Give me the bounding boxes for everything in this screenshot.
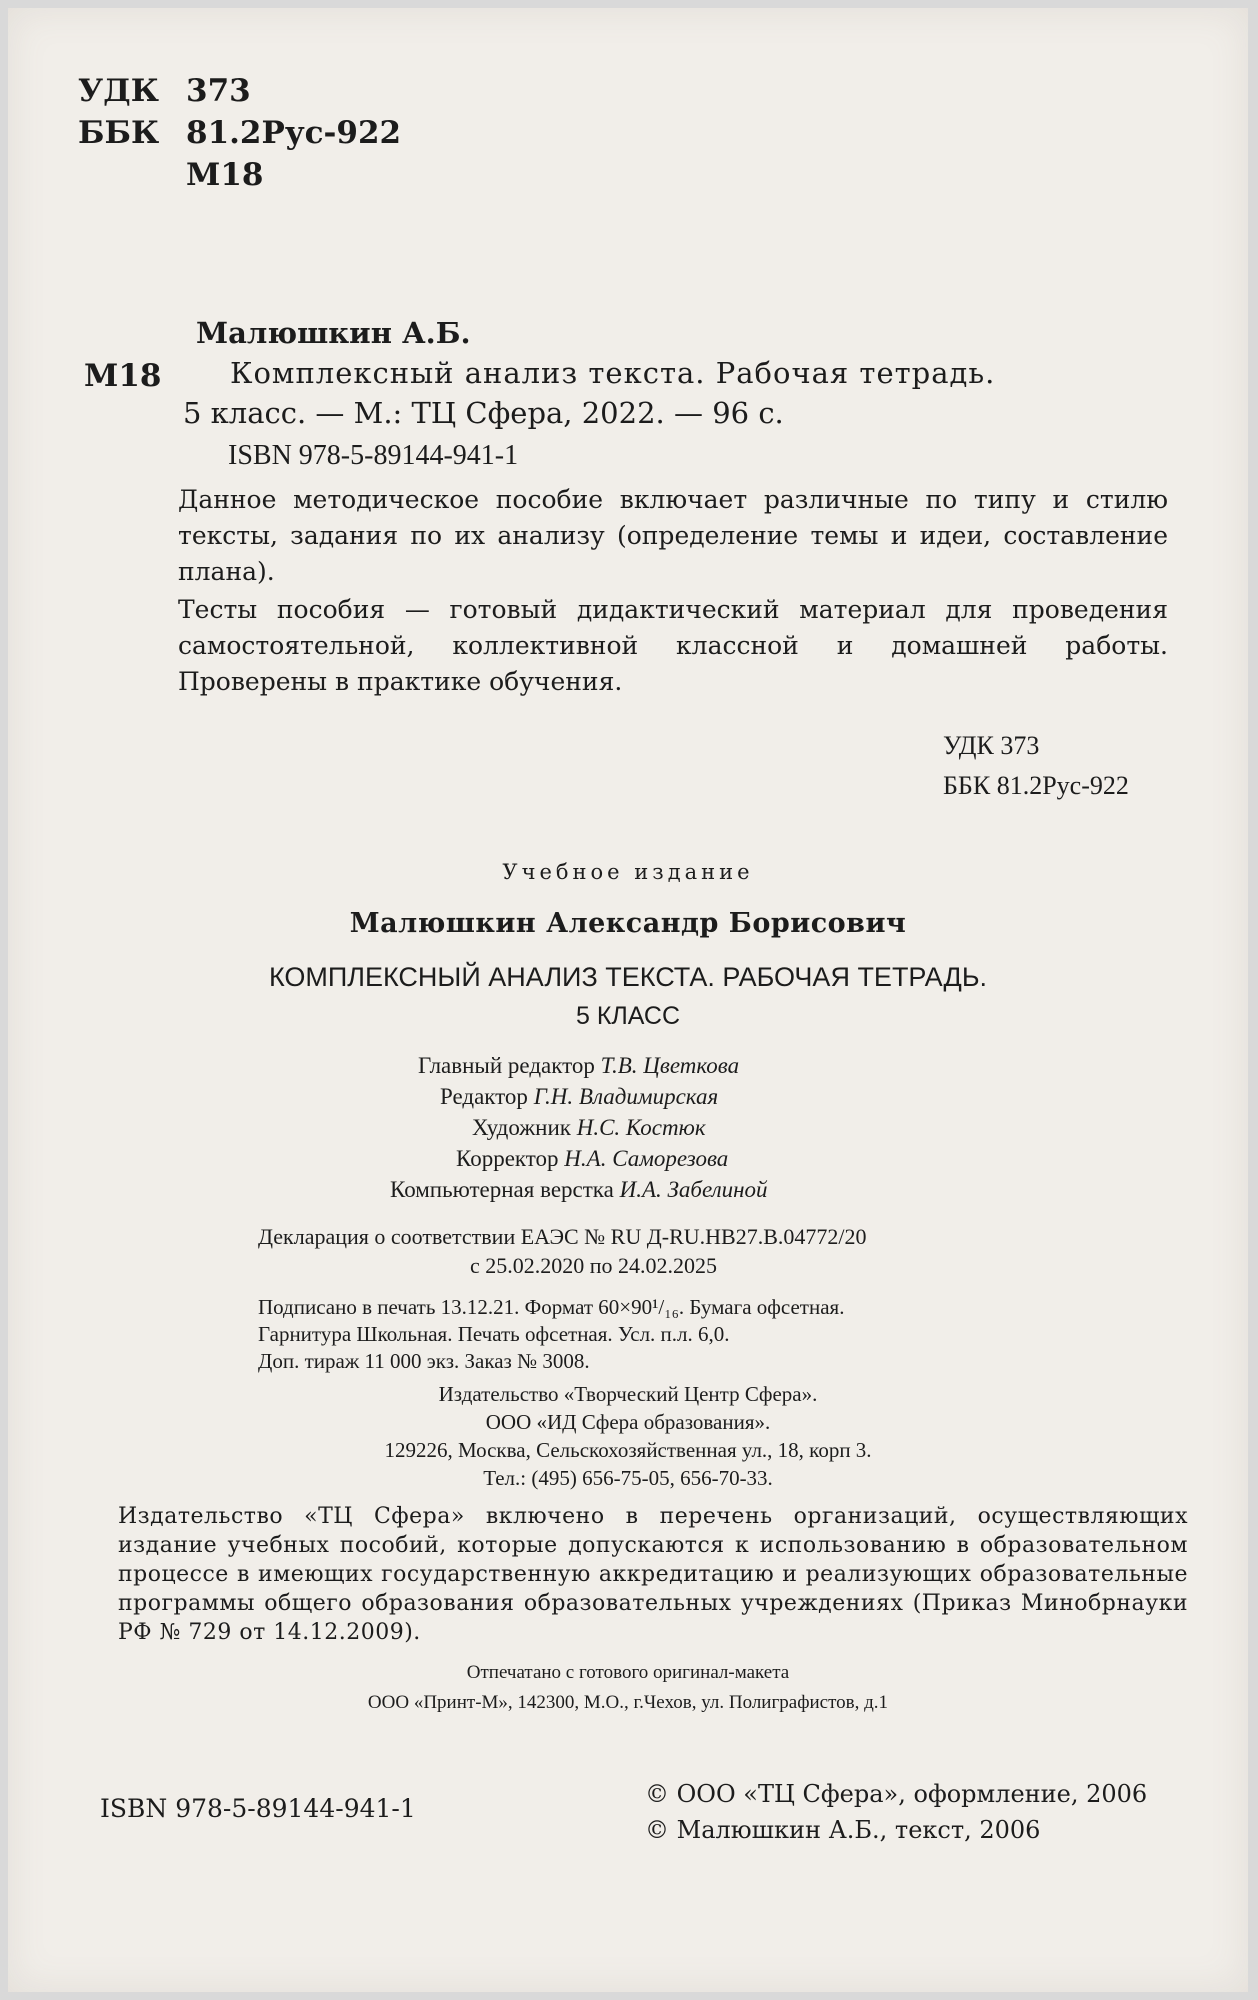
isbn-bottom: ISBN 978-5-89144-941-1 [100,1794,416,1823]
isbn-top: ISBN 978-5-89144-941-1 [228,440,519,471]
annotation-paragraph-2: Тесты пособия — готовый дидактический материал для проведения самостоятельной, коллективной классной и домашней работы. Проверены в практике обучения. [178,595,1168,696]
staff-name: И.А. Забелиной [619,1177,768,1202]
print-details [258,1294,844,1375]
udk-right: УДК 373 [943,731,1040,760]
staff-name: Т.В. Цветкова [600,1053,740,1078]
staff-role: Художник [472,1115,571,1140]
bbk-label: ББК [78,115,160,151]
bbk-right: ББК 81.2Рус-922 [943,771,1129,800]
staff-name: Г.Н. Владимирская [533,1084,719,1109]
publisher-info [8,1380,1248,1492]
staff-role: Корректор [456,1146,559,1171]
author-short: Малюшкин А.Б. [196,316,471,350]
declaration-line: Декларация о соответствии ЕАЭС № RU Д-RU.НВ27.В.04772/20 [258,1224,867,1249]
book-title-line: Комплексный анализ текста. Рабочая тетрадь. [230,356,996,390]
publisher-phone: Тел.: (495) 656-75-05, 656-70-33. [483,1466,773,1490]
classification-right [943,726,1129,806]
staff-row [418,1050,739,1081]
publisher-line: Издательство «Творческий Центр Сфера». [438,1382,818,1406]
staff-row [390,1174,768,1205]
author-full-name: Малюшкин Александр Борисович [349,908,907,939]
staff-role: Компьютерная верстка [390,1177,614,1202]
print-line: Доп. тираж 11 000 экз. Заказ № 3008. [258,1349,590,1373]
copyright-design: © ООО «ТЦ Сфера», оформление, 2006 [645,1780,1148,1808]
staff-row [440,1081,718,1112]
staff-role: Главный редактор [418,1053,595,1078]
edition-type: Учебное издание [502,860,754,884]
grade-caps: 5 КЛАСС [575,1002,681,1030]
staff-row [456,1143,728,1174]
printed-from: Отпечатано с готового оригинал-макета [466,1662,790,1683]
printer-address: ООО «Принт-М», 142300, М.О., г.Чехов, ул. Полиграфистов, д.1 [367,1692,889,1713]
publisher-address: 129226, Москва, Сельскохозяйственная ул., 18, корп 3. [384,1438,872,1462]
classification-codes [78,70,401,196]
declaration-dates: с 25.02.2020 по 24.02.2025 [470,1253,718,1278]
staff-role: Редактор [440,1084,528,1109]
udk-label: УДК [78,73,159,109]
copyright-text: © Малюшкин А.Б., текст, 2006 [645,1816,1041,1844]
udk-value: 373 [186,73,251,109]
imprint-page [8,8,1248,1992]
publication-line: 5 класс. — М.: ТЦ Сфера, 2022. — 96 с. [183,396,784,430]
staff-name: Н.С. Костюк [576,1115,706,1140]
staff-name: Н.А. Саморезова [564,1146,729,1171]
title-caps: КОМПЛЕКСНЫЙ АНАЛИЗ ТЕКСТА. РАБОЧАЯ ТЕТРАДЬ. [268,962,988,992]
print-line: Гарнитура Школьная. Печать офсетная. Усл. п.л. 6,0. [258,1322,730,1346]
legal-note: Издательство «ТЦ Сфера» включено в перечень организаций, осуществляющих издание учебных пособий, которые допускаются к использованию в образовательном процессе в имеющих государственную аккредитацию и реализующих образовательные программы общего образования образовательных учреждениях (Приказ Минобрнауки РФ № 729 от 14.12.2009). [118,1504,1188,1645]
printer-info [8,1658,1248,1718]
author-mark: М18 [84,358,162,394]
staff-row [472,1112,706,1143]
copyright-block [645,1776,1147,1848]
annotation-paragraph-1: Данное методическое пособие включает различные по типу и стилю тексты, задания по их анализу (определение темы и идеи, составление плана). [178,485,1168,586]
bbk-value: 81.2Рус-922 [186,115,402,151]
publisher-line: ООО «ИД Сфера образования». [485,1410,771,1434]
declaration [258,1222,866,1280]
author-code: М18 [186,157,264,193]
print-line: Подписано в печать 13.12.21. Формат 60×90¹/₁₆. Бумага офсетная. [258,1295,845,1319]
